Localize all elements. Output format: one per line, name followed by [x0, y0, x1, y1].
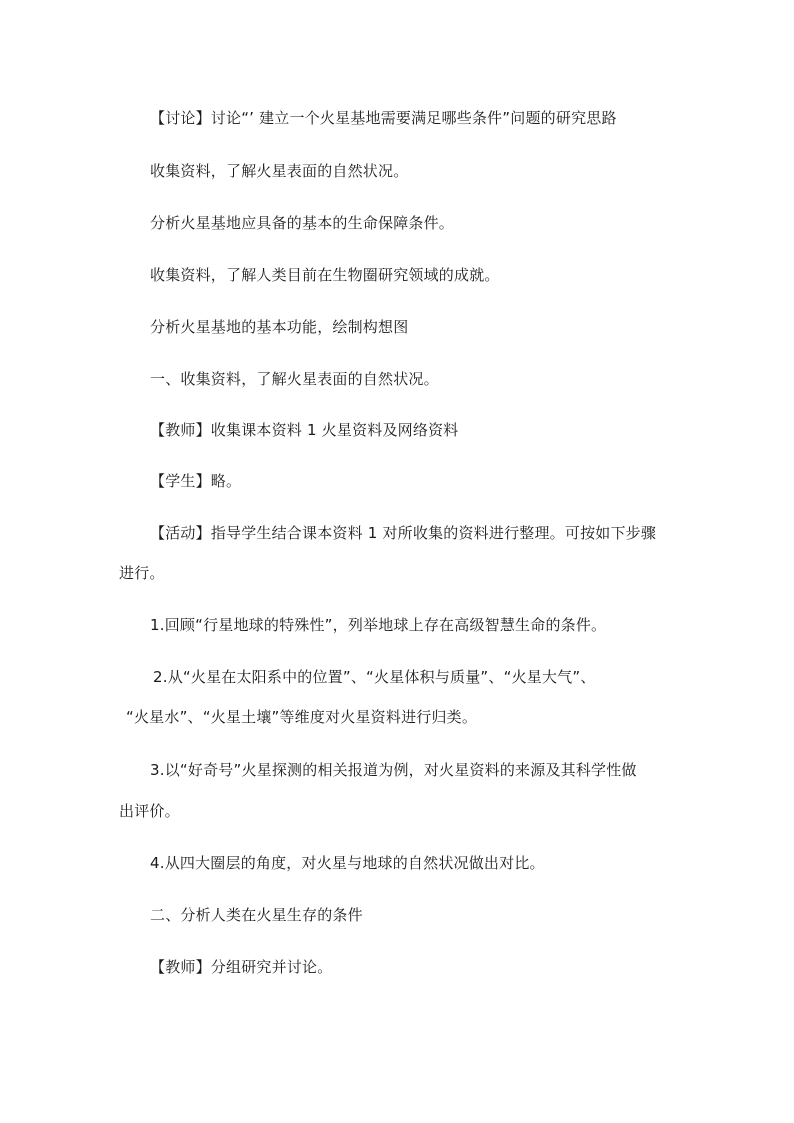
step-analyze-life-support: 分析火星基地应具备的基本的生命保障条件。 — [150, 214, 455, 232]
discussion-heading: 【讨论】讨论“’ 建立一个火星基地需要满足哪些条件”问题的研究思路 — [150, 109, 617, 127]
activity-step-3-line2: 出评价。 — [119, 802, 180, 820]
activity-step-2-line1: 2.从“火星在太阳系中的位置”、“火星体积与质量”、“火星大气”、 — [153, 668, 596, 686]
activity-step-3-line1: 3.以“好奇号”火星探测的相关报道为例，对火星资料的来源及其科学性做 — [150, 761, 637, 779]
activity-guidance-line1: 【活动】指导学生结合课本资料 1 对所收集的资料进行整理。可按如下步骤 — [150, 524, 657, 542]
activity-guidance-line2: 进行。 — [119, 564, 165, 582]
step-analyze-base-function: 分析火星基地的基本功能，绘制构想图 — [150, 318, 409, 336]
teacher-group-discussion: 【教师】分组研究并讨论。 — [150, 958, 333, 976]
section-one-heading: 一、收集资料，了解火星表面的自然状况。 — [150, 370, 439, 388]
activity-step-4: 4.从四大圈层的角度，对火星与地球的自然状况做出对比。 — [150, 854, 545, 872]
activity-step-1: 1.回顾“行星地球的特殊性”，列举地球上存在高级智慧生命的条件。 — [150, 616, 607, 634]
student-response: 【学生】略。 — [150, 472, 242, 490]
teacher-collect-materials: 【教师】收集课本资料 1 火星资料及网络资料 — [150, 421, 459, 439]
section-two-heading: 二、分析人类在火星生存的条件 — [150, 906, 363, 924]
step-collect-biosphere-research: 收集资料，了解人类目前在生物圈研究领域的成就。 — [150, 266, 500, 284]
activity-step-2-line2: “火星水”、“火星土壤”等维度对火星资料进行归类。 — [126, 708, 478, 726]
step-collect-mars-conditions: 收集资料，了解火星表面的自然状况。 — [150, 162, 409, 180]
